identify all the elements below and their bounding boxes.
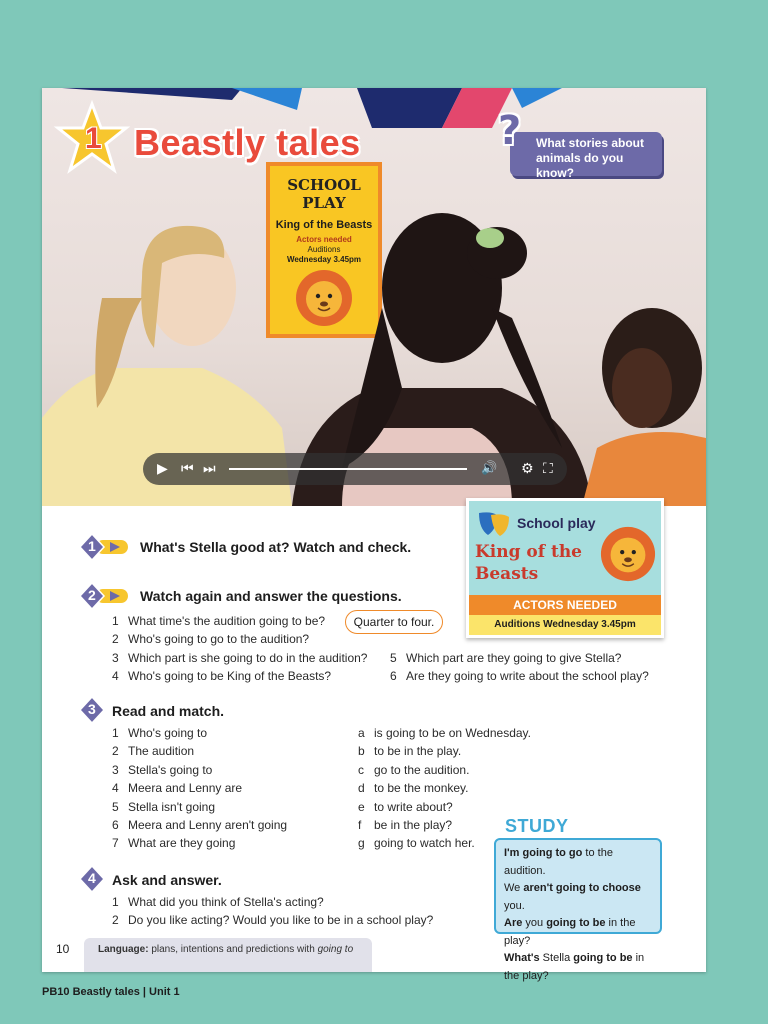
ex3-left-item: 1 Who's going to xyxy=(112,726,208,740)
ex4-question: 2 Do you like acting? Would you like to be in a school play? xyxy=(112,913,434,927)
ex3-left-item: 2 The audition xyxy=(112,744,195,758)
ex3-left-item: 7 What are they going xyxy=(112,836,236,850)
ex3-right-item: d to be the monkey. xyxy=(358,781,469,795)
video-progress-track[interactable] xyxy=(229,468,467,470)
question-prompt xyxy=(498,108,662,180)
study-title: STUDY xyxy=(505,816,569,836)
previous-icon[interactable]: ⏮ xyxy=(181,461,194,477)
poster-actors: Actors needed xyxy=(296,235,352,244)
card-auditions: Auditions Wednesday 3.45pm xyxy=(469,615,661,635)
study-line-2: We aren't going to choose you. xyxy=(504,882,641,912)
settings-gear-icon[interactable]: ⚙ xyxy=(521,461,534,477)
ex3-left-item: 5 Stella isn't going xyxy=(112,800,216,814)
ex3-right-item: e to write about? xyxy=(358,800,453,814)
study-box xyxy=(494,838,662,982)
example-answer-bubble: Quarter to four. xyxy=(345,610,443,634)
volume-icon[interactable]: 🔊 xyxy=(481,461,498,476)
study-line-3: Are you going to be in the play? xyxy=(504,917,636,947)
card-title: King of the Beasts xyxy=(475,542,582,584)
exercise-2-video-icon xyxy=(78,582,130,610)
language-label: Language: xyxy=(98,944,149,955)
ex2-question: 5 Which part are they going to give Stella? xyxy=(390,651,622,665)
ex2-question: 1 What time's the audition going to be? xyxy=(112,614,326,628)
poster-heading: SCHOOL PLAY xyxy=(287,176,361,212)
textbook-page xyxy=(42,88,706,982)
poster-time: Wednesday 3.45pm xyxy=(286,255,362,264)
video-photo xyxy=(42,88,706,506)
study-line-4: What's Stella going to be in xyxy=(504,952,645,964)
next-icon[interactable]: ⏭ xyxy=(203,461,216,477)
fullscreen-icon[interactable]: ⛶ xyxy=(543,461,553,477)
poster-title: King of the Beasts xyxy=(275,219,373,231)
language-italic: going to xyxy=(317,944,354,955)
language-focus xyxy=(84,938,372,972)
ex3-right-item: f be in the play? xyxy=(358,818,453,832)
theatre-masks-icon xyxy=(477,511,511,537)
page-number: 10 xyxy=(56,942,70,956)
ex2-question: 3 Which part is she going to do in the audition? xyxy=(112,651,368,665)
ex3-left-item: 3 Stella's going to xyxy=(112,763,213,777)
language-text: plans, intentions and predictions with xyxy=(148,944,318,955)
ex3-right-item: g going to watch her. xyxy=(358,836,475,850)
exercise-4-number: 4 xyxy=(88,870,96,886)
question-prompt-text: What stories about animals do you know? xyxy=(536,136,645,180)
ex2-question: 4 Who's going to be King of the Beasts? xyxy=(112,669,332,683)
exercise-2-instruction: Watch again and answer the questions. xyxy=(140,588,402,604)
play-icon[interactable]: ▶ xyxy=(157,461,168,477)
lion-icon xyxy=(599,525,657,583)
exercise-2-number: 2 xyxy=(88,587,96,603)
exercise-1-instruction: What's Stella good at? Watch and check. xyxy=(140,539,412,555)
exercise-1-number: 1 xyxy=(88,538,96,554)
page-footer: PB10 Beastly tales | Unit 1 xyxy=(42,986,180,998)
study-line-5: the play? xyxy=(504,969,549,982)
ex3-right-item: b to be in the play. xyxy=(358,744,462,758)
study-line-1: I'm going to go to the audition. xyxy=(504,847,613,877)
ex2-question: 6 Are they going to write about the school play? xyxy=(390,669,649,683)
question-mark-icon: ? xyxy=(498,108,522,154)
ex4-question: 1 What did you think of Stella's acting? xyxy=(112,895,324,909)
video-player xyxy=(143,453,567,485)
unit-number: 1 xyxy=(85,122,102,155)
poster-auditions: Auditions xyxy=(307,245,341,254)
school-play-card xyxy=(466,498,664,638)
ex2-question: 2 Who's going to go to the audition? xyxy=(112,632,310,646)
exercise-3-instruction: Read and match. xyxy=(112,703,225,719)
unit-title: Beastly tales xyxy=(134,122,361,163)
ex3-left-item: 6 Meera and Lenny aren't going xyxy=(112,818,288,832)
ex3-left-item: 4 Meera and Lenny are xyxy=(112,781,243,795)
card-actors-needed: ACTORS NEEDED xyxy=(469,595,661,615)
card-school-play: School play xyxy=(517,515,596,531)
ex3-right-item: a is going to be on Wednesday. xyxy=(358,726,531,740)
ex3-right-item: c go to the audition. xyxy=(358,763,470,777)
exercise-3-number: 3 xyxy=(88,701,96,717)
exercise-4-instruction: Ask and answer. xyxy=(112,872,222,888)
exercise-1-video-icon xyxy=(78,533,130,561)
